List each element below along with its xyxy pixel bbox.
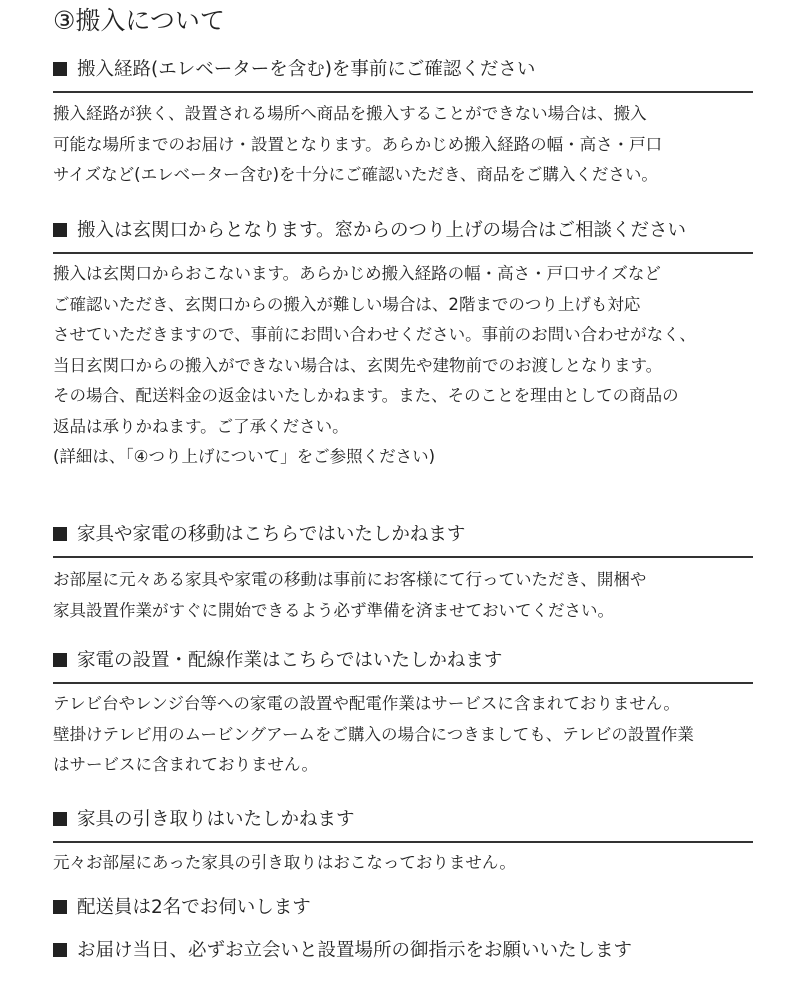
body-line: (詳細は、「④つり上げについて」をご参照ください) bbox=[53, 447, 436, 466]
body-line: 壁掛けテレビ用のムービングアームをご購入の場合につきましても、テレビの設置作業 bbox=[53, 724, 694, 744]
section-heading-text: 家具の引き取りはいたしかねます bbox=[77, 809, 355, 830]
body-line: お部屋に元々ある家具や家電の移動は事前にお客様にて行っていただき、開梱や bbox=[53, 570, 647, 589]
body-line: はサービスに含まれておりません。 bbox=[53, 755, 318, 774]
body-line: テレビ台やレンジ台等への家電の設置や配電作業はサービスに含まれておりません。 bbox=[53, 694, 680, 713]
section-body bbox=[53, 848, 773, 879]
square-bullet-icon bbox=[53, 943, 67, 957]
section-heading bbox=[53, 218, 753, 254]
section-heading-text: 配送員は2名でお伺いします bbox=[77, 897, 311, 918]
square-bullet-icon bbox=[53, 653, 67, 667]
section-heading-text: 家具や家電の移動はこちらではいたしかねます bbox=[77, 524, 466, 545]
body-line: サイズなど(エレベーター含む)を十分にご確認いただき、商品をご購入ください。 bbox=[53, 165, 658, 184]
square-bullet-icon bbox=[53, 900, 67, 914]
section-body bbox=[53, 689, 773, 781]
section-heading bbox=[53, 57, 753, 93]
body-line: 搬入経路が狭く、設置される場所へ商品を搬入することができない場合は、搬入 bbox=[53, 104, 647, 123]
body-line: その場合、配送料金の返金はいたしかねます。また、そのことを理由としての商品の bbox=[53, 386, 679, 405]
square-bullet-icon bbox=[53, 62, 67, 76]
body-line: 搬入は玄関口からおこないます。あらかじめ搬入経路の幅・高さ・戸口サイズなど bbox=[53, 264, 661, 283]
section-heading bbox=[53, 807, 753, 843]
square-bullet-icon bbox=[53, 223, 67, 237]
body-line: させていただきますので、事前にお問い合わせください。事前のお問い合わせがなく、 bbox=[53, 325, 696, 344]
section-body bbox=[53, 565, 773, 626]
section-heading-text: 家電の設置・配線作業はこちらではいたしかねます bbox=[77, 650, 503, 671]
body-line: 家具設置作業がすぐに開始できるよう必ず準備を済ませておいてください。 bbox=[53, 600, 614, 620]
section-heading bbox=[53, 522, 753, 558]
section-heading-text: お届け当日、必ずお立会いと設置場所の御指示をお願いいたします bbox=[77, 940, 633, 961]
section-body bbox=[53, 259, 773, 473]
body-line: 返品は承りかねます。ご了承ください。 bbox=[53, 416, 349, 436]
page-title: ③搬入について bbox=[53, 6, 225, 35]
section-heading-text: 搬入は玄関口からとなります。窓からのつり上げの場合はご相談ください bbox=[77, 220, 687, 241]
section-heading-text: 搬入経路(エレベーターを含む)を事前にご確認ください bbox=[77, 59, 536, 80]
body-line: 元々お部屋にあった家具の引き取りはおこなっておりません。 bbox=[53, 853, 516, 872]
square-bullet-icon bbox=[53, 812, 67, 826]
section-body bbox=[53, 99, 773, 191]
body-line: 可能な場所までのお届け・設置となります。あらかじめ搬入経路の幅・高さ・戸口 bbox=[53, 134, 663, 154]
body-line: ご確認いただき、玄関口からの搬入が難しい場合は、2階までのつり上げも対応 bbox=[53, 294, 641, 314]
body-line: 当日玄関口からの搬入ができない場合は、玄関先や建物前でのお渡しとなります。 bbox=[53, 355, 663, 375]
section-heading bbox=[53, 895, 753, 921]
section-heading bbox=[53, 938, 753, 964]
section-heading bbox=[53, 648, 753, 684]
square-bullet-icon bbox=[53, 527, 67, 541]
